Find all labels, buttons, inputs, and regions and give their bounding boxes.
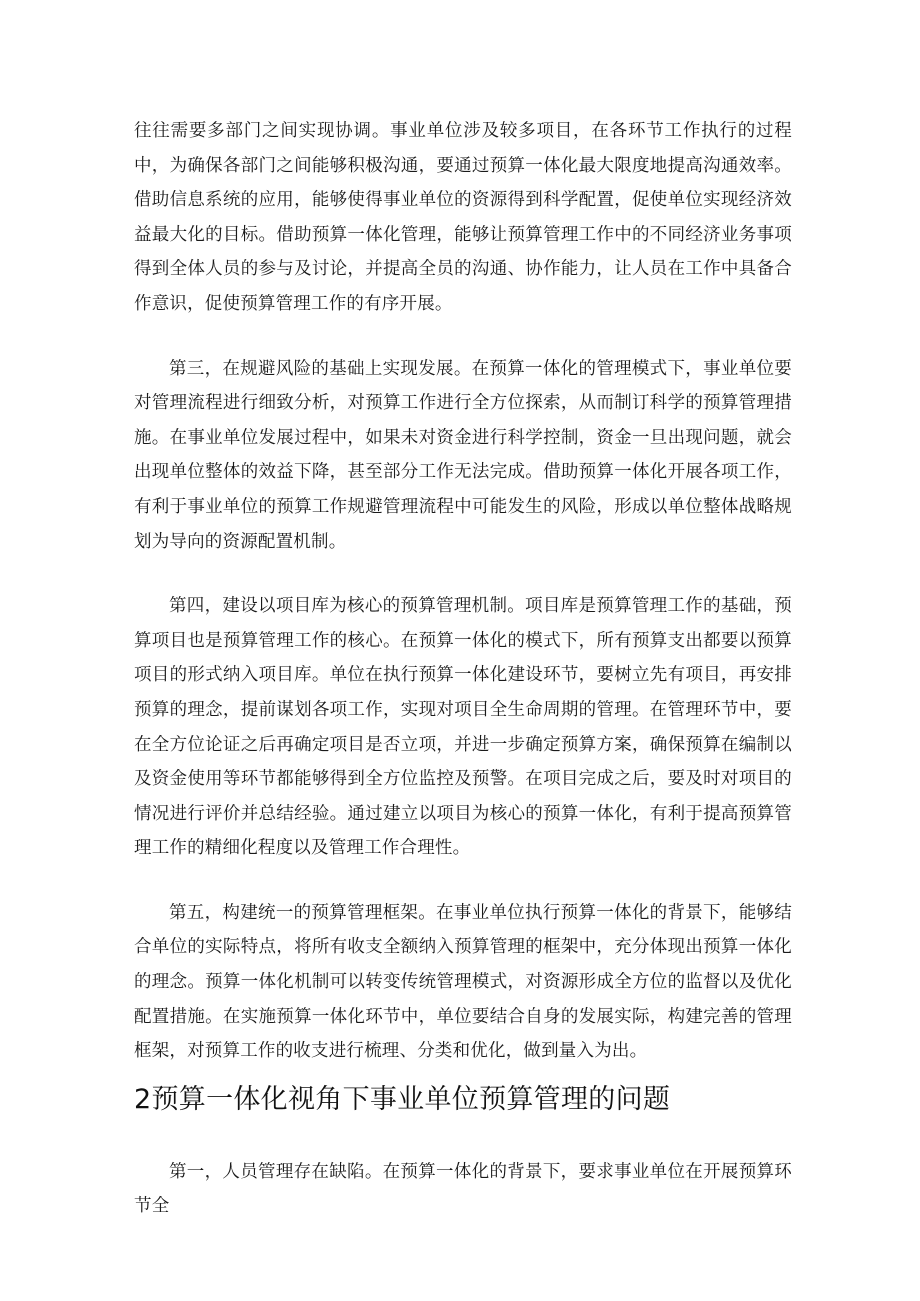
paragraph-first-problem: 第一，人员管理存在缺陷。在预算一体化的背景下，要求事业单位在开展预算环节全: [134, 1161, 792, 1217]
paragraph-fifth-point: 第五，构建统一的预算管理框架。在事业单位执行预算一体化的背景下，能够结合单位的实际特点，将所有收支全额纳入预算管理的框架中，充分体现出预算一体化的理念。预算一体化机制可以转变传统管理模式，对资源形成全方位的监督以及优化配置措施。在实施预算一体化环节中，单位要结合自身的发展实际，构建完善的管理框架，对预算工作的收支进行梳理、分类和优化，做到量入为出。: [134, 902, 792, 1062]
section-heading: 2预算一体化视角下事业单位预算管理的问题: [134, 1083, 671, 1115]
paragraph-third-point: 第三，在规避风险的基础上实现发展。在预算一体化的管理模式下，事业单位要对管理流程进行细致分析，对预算工作进行全方位探索，从而制订科学的预算管理措施。在事业单位发展过程中，如果未对资金进行科学控制，资金一旦出现问题，就会出现单位整体的效益下降，甚至部分工作无法完成。借助预算一体化开展各项工作，有利于事业单位的预算工作规避管理流程中可能发生的风险，形成以单位整体战略规划为导向的资源配置机制。: [134, 358, 792, 552]
document-page: [134, 114, 792, 1254]
paragraph-fourth-point: 第四，建设以项目库为核心的预算管理机制。项目库是预算管理工作的基础，预算项目也是预算管理工作的核心。在预算一体化的模式下，所有预算支出都要以预算项目的形式纳入项目库。单位在执行预算一体化建设环节，要树立先有项目，再安排预算的理念，提前谋划各项工作，实现对项目全生命周期的管理。在管理环节中，要在全方位论证之后再确定项目是否立项，并进一步确定预算方案，确保预算在编制以及资金使用等环节都能够得到全方位监控及预警。在项目完成之后，要及时对项目的情况进行评价并总结经验。通过建立以项目为核心的预算一体化，有利于提高预算管理工作的精细化程度以及管理工作合理性。: [134, 596, 792, 859]
paragraph-continuation: 往往需要多部门之间实现协调。事业单位涉及较多项目，在各环节工作执行的过程中，为确保各部门之间能够积极沟通，要通过预算一体化最大限度地提高沟通效率。借助信息系统的应用，能够使得事业单位的资源得到科学配置，促使单位实现经济效益最大化的目标。借助预算一体化管理，能够让预算管理工作中的不同经济业务事项得到全体人员的参与及讨论，并提高全员的沟通、协作能力，让人员在工作中具备合作意识，促使预算管理工作的有序开展。: [134, 121, 792, 314]
